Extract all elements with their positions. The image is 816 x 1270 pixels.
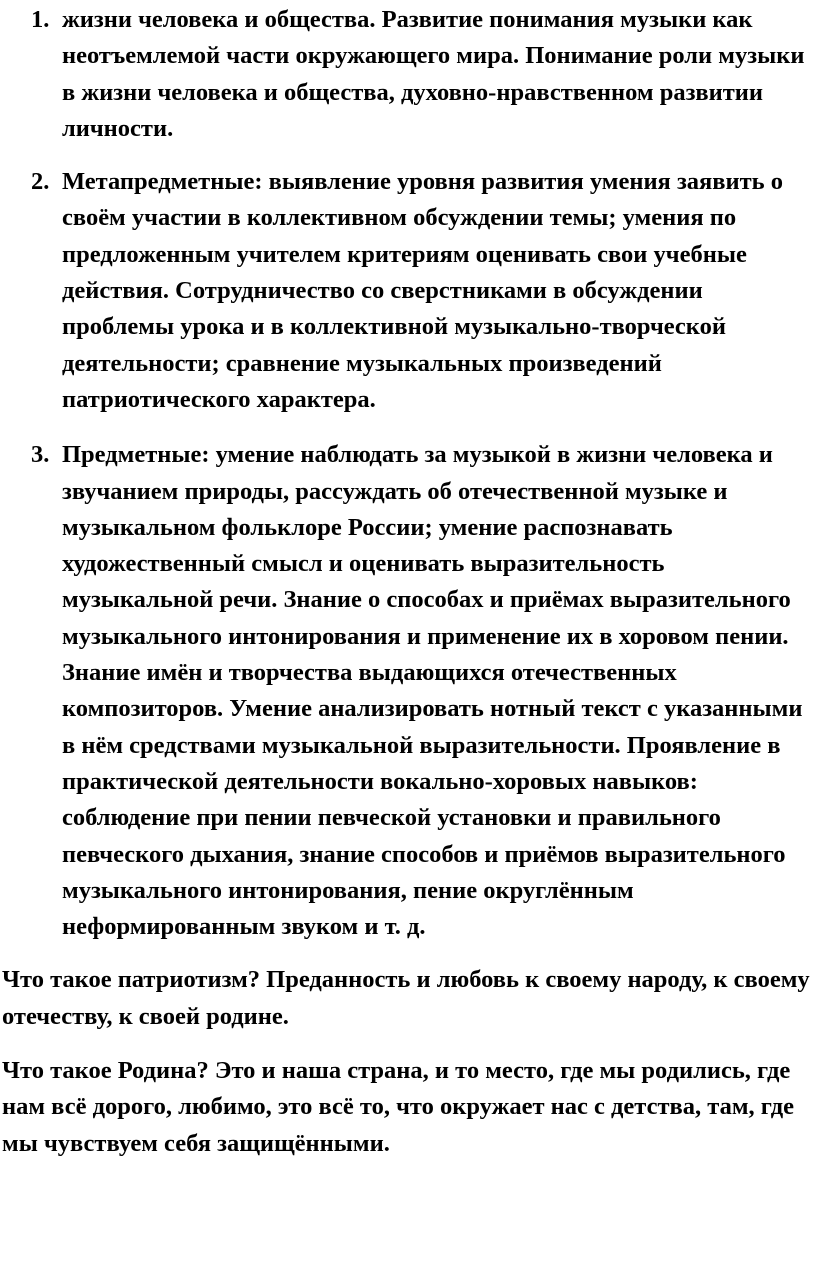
list-item-number: 2. <box>31 168 50 196</box>
list-item-text: Предметные: умение наблюдать за музыкой в жизни человека и звучанием природы, рассуждать об отечественной музыке и музыкальном фольклоре России; умение распознавать художественный смысл и оценивать выразительность музыкальной речи. Знание о способах и приёмах выразительного музыкального интонирования и применение их в хоровом пении. Знание имён и творчества выдающихся отечественных композиторов. Умение анализировать нотный текст с указанными в нём средствами музыкальной выразительности. Проявление в практической деятельности вокально-хоровых навыков: соблюдение при пении певческой установки и правильного певческого дыхания, знание способов и приёмов выразительного музыкального интонирования, пение округлённым неформированным звуком и т. д. <box>62 441 803 941</box>
objectives-list <box>0 2 816 945</box>
list-item-text: жизни человека и общества. Развитие понимания музыки как неотъемлемой части окружающего мира. Понимание роли музыки в жизни человека и общества, духовно-нравственном развитии личности. <box>62 6 805 142</box>
motherland-paragraph: Что такое Родина? Это и наша страна, и то место, где мы родились, где нам всё дорого, любимо, это всё то, что окружает нас с детства, там, где мы чувствуем себя защищёнными. <box>2 1057 794 1157</box>
list-item-number: 1. <box>31 6 50 33</box>
patriotism-paragraph: Что такое патриотизм? Преданность и любовь к своему народу, к своему отечеству, к своей родине. <box>2 966 810 1030</box>
list-item-number: 3. <box>31 441 50 469</box>
list-item <box>0 437 816 945</box>
list-item <box>0 2 816 147</box>
list-item <box>0 164 816 418</box>
list-item-text: Метапредметные: выявление уровня развития умения заявить о своём участии в коллективном обсуждении темы; умения по предложенным учителем критериям оценивать свои учебные действия. Сотрудничество со сверстниками в обсуждении проблемы урока и в коллективной музыкально-творческой деятельности; сравнение музыкальных произведений патриотического характера. <box>62 168 784 413</box>
